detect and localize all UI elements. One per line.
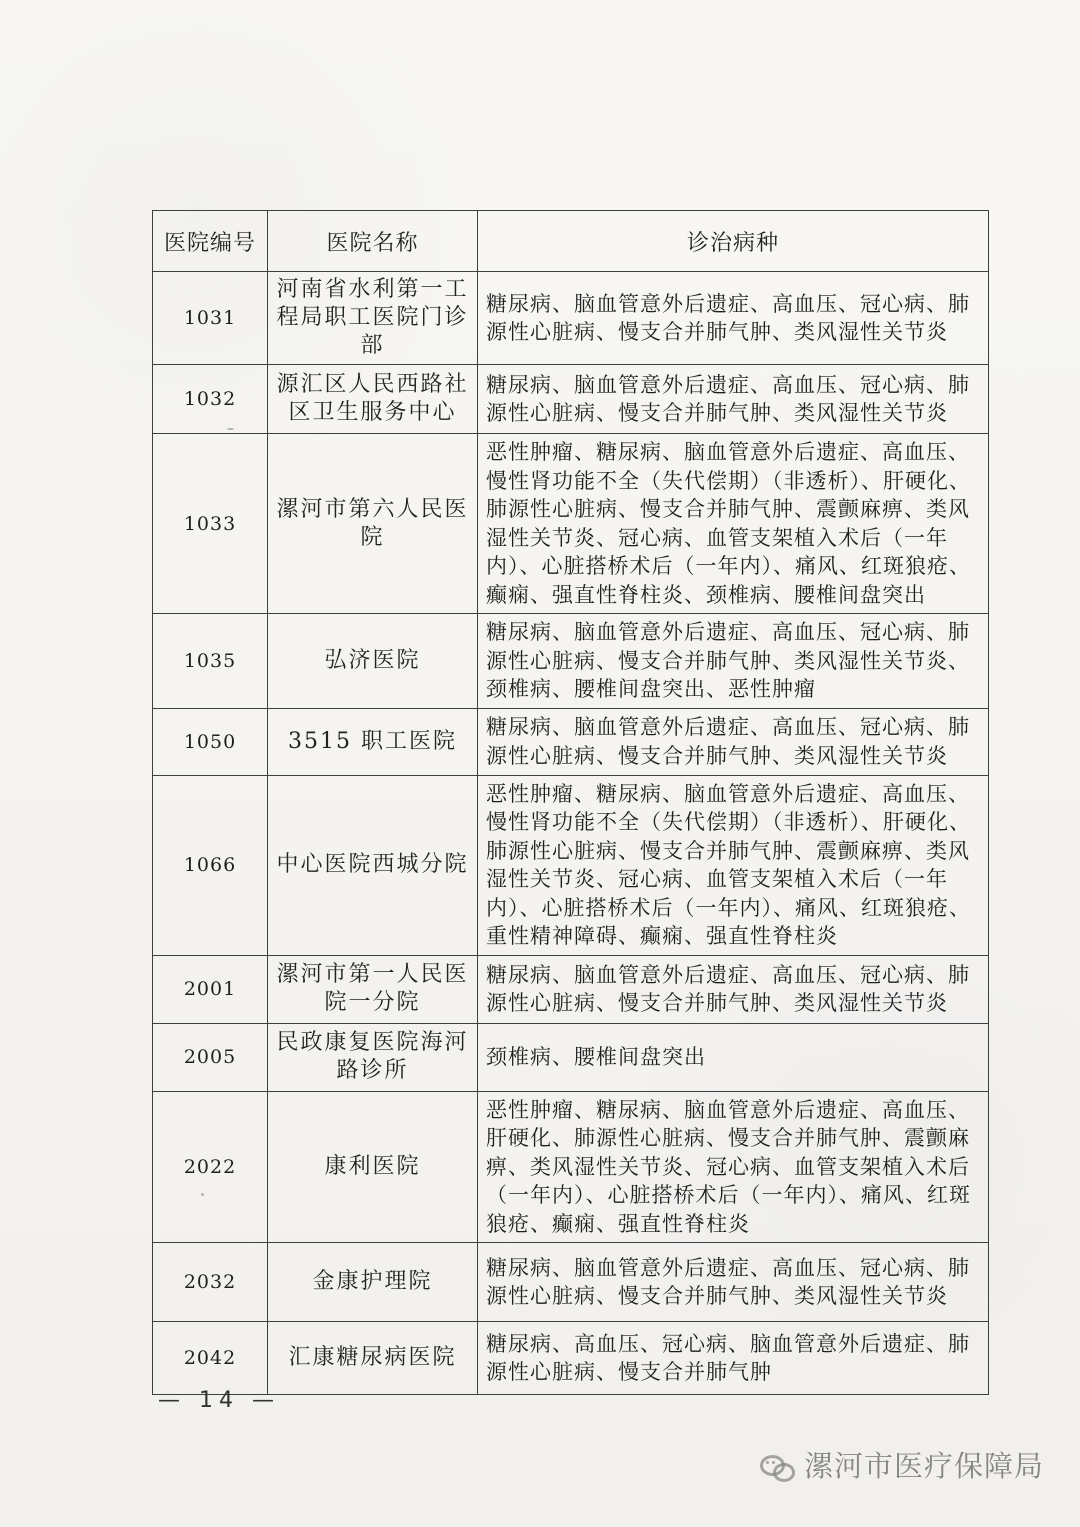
hospital-name: 源汇区人民西路社区卫生服务中心	[268, 365, 478, 434]
hospital-name: 漯河市第六人民医院	[268, 434, 478, 614]
header-diseases: 诊治病种	[478, 211, 989, 272]
hospital-code: 2005	[153, 1023, 268, 1091]
hospital-name: 河南省水利第一工程局职工医院门诊部	[268, 272, 478, 365]
table-row	[153, 272, 989, 365]
disease-list: 糖尿病、脑血管意外后遗症、高血压、冠心病、肺源性心脏病、慢支合并肺气肿、类风湿性关节炎	[478, 272, 989, 365]
table-row	[153, 1023, 989, 1091]
hospital-disease-table	[152, 210, 989, 1395]
hospital-code: 1035	[153, 614, 268, 709]
disease-list: 恶性肿瘤、糖尿病、脑血管意外后遗症、高血压、慢性肾功能不全（失代偿期）（非透析）、肝硬化、肺源性心脏病、慢支合并肺气肿、震颤麻痹、类风湿性关节炎、冠心病、血管支架植入术后（一年内）、心脏搭桥术后（一年内）、痛风、红斑狼疮、癫痫、强直性脊柱炎、颈椎病、腰椎间盘突出	[478, 434, 989, 614]
table-row	[153, 1243, 989, 1322]
disease-list: 糖尿病、脑血管意外后遗症、高血压、冠心病、肺源性心脏病、慢支合并肺气肿、类风湿性关节炎、颈椎病、腰椎间盘突出、恶性肿瘤	[478, 614, 989, 709]
wechat-icon	[760, 1451, 794, 1479]
hospital-code: 1050	[153, 708, 268, 775]
table-row	[153, 614, 989, 709]
hospital-name: 3515 职工医院	[268, 708, 478, 775]
table-row	[153, 1091, 989, 1243]
hospital-code: 1066	[153, 775, 268, 955]
watermark-text: 漯河市医疗保障局	[803, 1449, 1044, 1483]
table-row	[153, 708, 989, 775]
hospital-name: 弘济医院	[268, 614, 478, 709]
hospital-name: 康利医院	[268, 1091, 478, 1243]
watermark	[760, 1444, 1044, 1485]
hospital-table-container	[152, 210, 988, 1395]
disease-list: 恶性肿瘤、糖尿病、脑血管意外后遗症、高血压、肝硬化、肺源性心脏病、慢支合并肺气肿、震颤麻痹、类风湿性关节炎、冠心病、血管支架植入术后（一年内）、心脏搭桥术后（一年内）、痛风、红斑狼疮、癫痫、强直性脊柱炎	[478, 1091, 989, 1243]
hospital-code: 1033	[153, 434, 268, 614]
table-row	[153, 434, 989, 614]
table-row	[153, 365, 989, 434]
disease-list: 糖尿病、脑血管意外后遗症、高血压、冠心病、肺源性心脏病、慢支合并肺气肿、类风湿性关节炎	[478, 955, 989, 1023]
table-row	[153, 775, 989, 955]
table-row	[153, 955, 989, 1023]
hospital-code: 1032	[153, 365, 268, 434]
hospital-code: 1031	[153, 272, 268, 365]
hospital-name: 中心医院西城分院	[268, 775, 478, 955]
disease-list: 糖尿病、脑血管意外后遗症、高血压、冠心病、肺源性心脏病、慢支合并肺气肿、类风湿性关节炎	[478, 1243, 989, 1322]
hospital-name: 汇康糖尿病医院	[268, 1322, 478, 1395]
hospital-name: 民政康复医院海河路诊所	[268, 1023, 478, 1091]
table-row	[153, 1322, 989, 1395]
hospital-code: 2042	[153, 1322, 268, 1395]
table-header-row	[153, 211, 989, 272]
hospital-name: 金康护理院	[268, 1243, 478, 1322]
disease-list: 颈椎病、腰椎间盘突出	[478, 1023, 989, 1091]
header-hospital-name: 医院名称	[268, 211, 478, 272]
page-number: — 14 —	[158, 1388, 280, 1413]
disease-list: 恶性肿瘤、糖尿病、脑血管意外后遗症、高血压、慢性肾功能不全（失代偿期）（非透析）、肝硬化、肺源性心脏病、慢支合并肺气肿、震颤麻痹、类风湿性关节炎、冠心病、血管支架植入术后（一年内）、心脏搭桥术后（一年内）、痛风、红斑狼疮、重性精神障碍、癫痫、强直性脊柱炎	[478, 775, 989, 955]
hospital-name: 漯河市第一人民医院一分院	[268, 955, 478, 1023]
hospital-code: 2022	[153, 1091, 268, 1243]
disease-list: 糖尿病、脑血管意外后遗症、高血压、冠心病、肺源性心脏病、慢支合并肺气肿、类风湿性关节炎	[478, 708, 989, 775]
hospital-code: 2001	[153, 955, 268, 1023]
header-hospital-code: 医院编号	[153, 211, 268, 272]
disease-list: 糖尿病、脑血管意外后遗症、高血压、冠心病、肺源性心脏病、慢支合并肺气肿、类风湿性关节炎	[478, 365, 989, 434]
disease-list: 糖尿病、高血压、冠心病、脑血管意外后遗症、肺源性心脏病、慢支合并肺气肿	[478, 1322, 989, 1395]
hospital-code: 2032	[153, 1243, 268, 1322]
